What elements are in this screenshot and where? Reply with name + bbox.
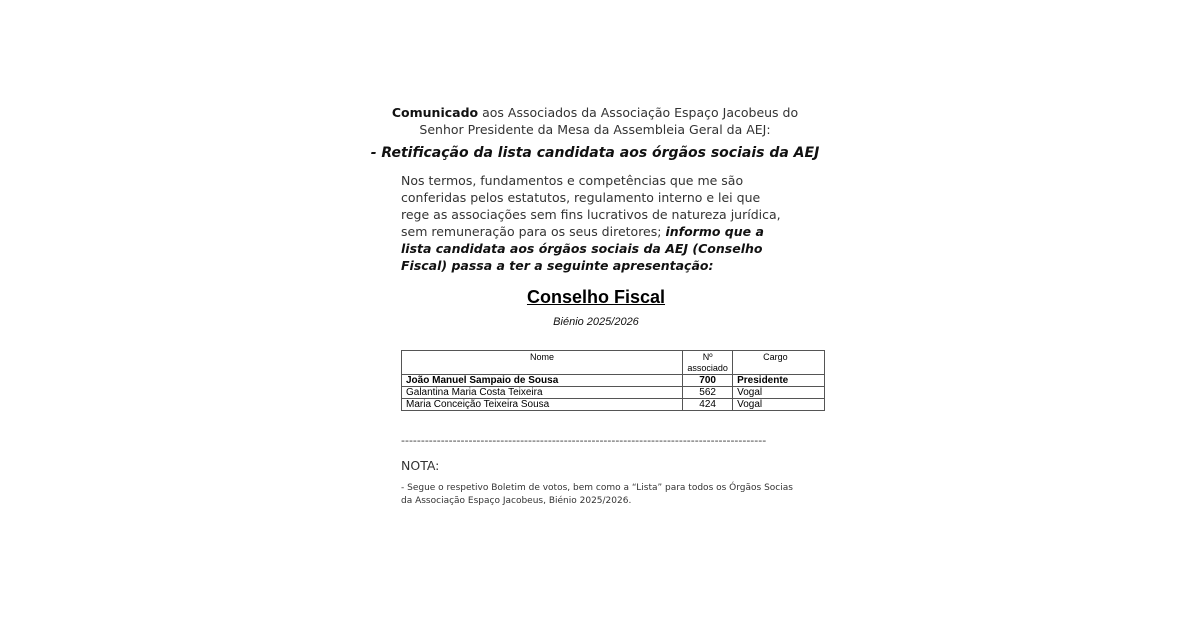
header-numero bbox=[683, 351, 733, 375]
table-row bbox=[402, 399, 825, 411]
header-numero-l2: associado bbox=[687, 363, 728, 373]
member-role: Vogal bbox=[733, 399, 825, 411]
table-row bbox=[402, 375, 825, 387]
body-plain-text: Nos termos, fundamentos e competências que me são conferidas pelos estatutos, regulamento interno e lei que rege as associações sem fins lucrativos de natureza jurídica, sem remuneração para os seus diretores; bbox=[401, 173, 781, 239]
nota-text: - Segue o respetivo Boletim de votos, bem como a “Lista” para todos os Órgãos Socias da Associação Espaço Jacobeus, Biénio 2025/2026. bbox=[401, 483, 793, 506]
member-role: Vogal bbox=[733, 387, 825, 399]
member-role: Presidente bbox=[733, 375, 825, 387]
body-emphasis-text: informo que a lista candidata aos órgãos sociais da AEJ (Conselho Fiscal) passa a ter a seguinte apresentação: bbox=[401, 224, 764, 273]
member-name: Galantina Maria Costa Teixeira bbox=[402, 387, 683, 399]
intro-line1: aos Associados da Associação Espaço Jacobeus do bbox=[478, 105, 799, 120]
member-name: João Manuel Sampaio de Sousa bbox=[402, 375, 683, 387]
member-name: Maria Conceição Teixeira Sousa bbox=[402, 399, 683, 411]
header-cargo: Cargo bbox=[733, 351, 825, 375]
header-numero-l1: Nº bbox=[702, 352, 713, 362]
members-table bbox=[401, 350, 825, 411]
body-paragraph bbox=[401, 172, 791, 274]
intro-paragraph bbox=[380, 104, 810, 138]
biennium-label: Biénio 2025/2026 bbox=[553, 316, 639, 328]
intro-bold: Comunicado bbox=[391, 105, 479, 120]
table-header-row bbox=[402, 351, 825, 375]
dashed-divider: -------------------------------------------------------------------------------------------- bbox=[401, 434, 767, 447]
conselho-fiscal-title: Conselho Fiscal bbox=[526, 287, 666, 307]
member-number: 424 bbox=[683, 399, 733, 411]
table-row bbox=[402, 387, 825, 399]
member-number: 700 bbox=[683, 375, 733, 387]
nota-label: NOTA: bbox=[401, 458, 440, 473]
member-number: 562 bbox=[683, 387, 733, 399]
intro-line2: Senhor Presidente da Mesa da Assembleia Geral da AEJ: bbox=[419, 122, 771, 137]
header-nome: Nome bbox=[402, 351, 683, 375]
rectification-subtitle: - Retificação da lista candidata aos órgãos sociais da AEJ bbox=[370, 145, 820, 161]
